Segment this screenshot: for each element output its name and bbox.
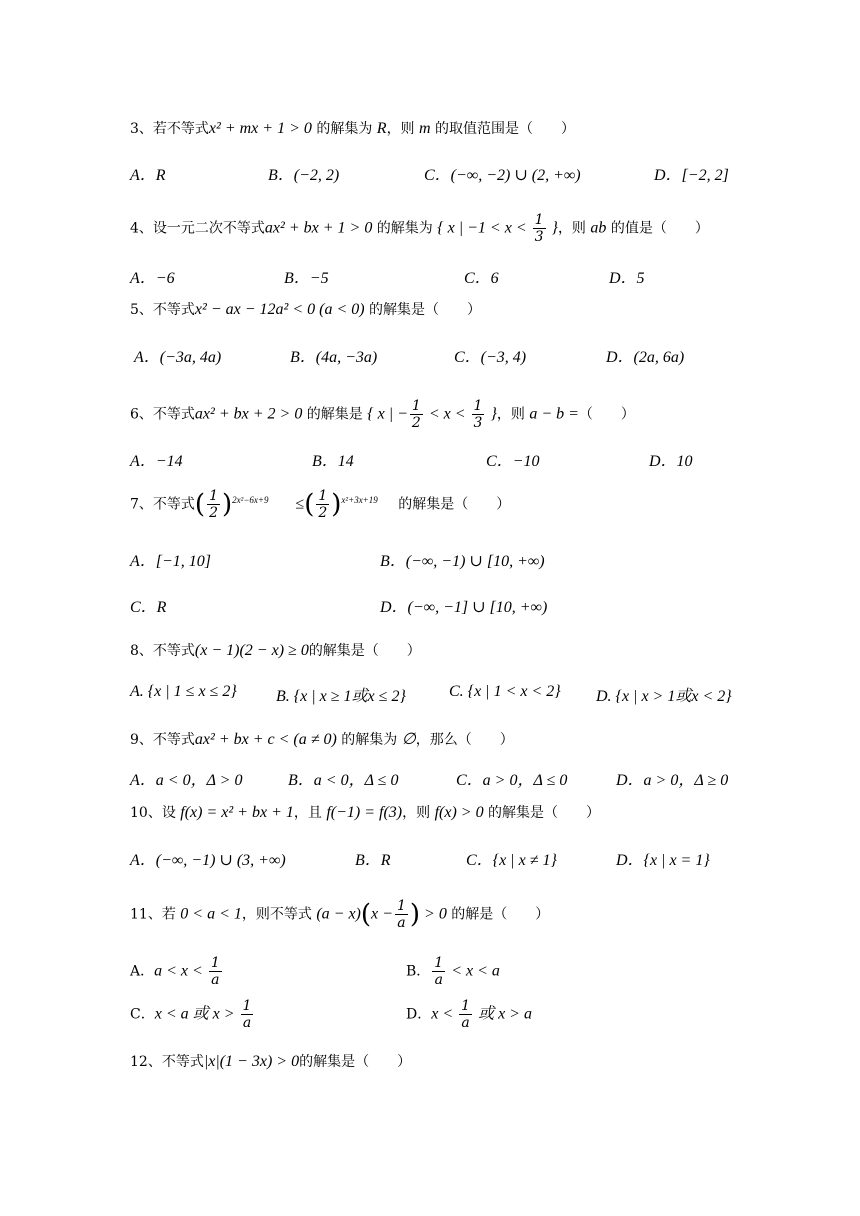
math-expr: x² − ax − 12a² < 0 (a < 0) [194, 301, 365, 318]
frac-den: 3 [473, 415, 483, 431]
fraction [410, 398, 423, 431]
math-expr: x − [371, 905, 393, 923]
option-c[interactable]: C. {x | 1 < x < 2} [449, 683, 561, 700]
question-text: ，则 [386, 121, 420, 137]
question-7 [130, 488, 510, 521]
math-expr: a − b = [529, 405, 579, 423]
option-a[interactable]: A．a < 0，Δ > 0 [130, 772, 243, 789]
question-text: 7、不等式 [130, 496, 195, 513]
math-expr: f(x) = x² + bx + 1 [180, 804, 294, 821]
math-expr: f(x) > 0 [434, 804, 484, 821]
fraction [395, 898, 408, 931]
option-a[interactable]: A．−6 [130, 270, 175, 287]
option-label: A． [130, 963, 155, 980]
question-text: 10、设 [130, 805, 181, 821]
math-expr: ab [590, 219, 607, 237]
math-expr: R [376, 120, 387, 137]
question-9 [130, 729, 514, 749]
set-expr: { x | −1 < x < [437, 219, 531, 237]
fraction [241, 998, 254, 1031]
math-expr: ∅ [401, 731, 416, 748]
frac-num: 1 [434, 955, 444, 971]
option-d[interactable]: D．10 [649, 453, 693, 470]
option-label: C． [130, 1006, 155, 1023]
question-text: ，且 [293, 805, 327, 821]
math-expr: x² + mx + 1 > 0 [208, 120, 312, 137]
frac-den: a [434, 972, 443, 988]
fraction [533, 212, 546, 245]
math-expr: ax² + bx + 2 > 0 [194, 405, 303, 423]
option-a[interactable]: A．[−1, 10] [130, 553, 212, 570]
option-c[interactable]: C．a > 0，Δ ≤ 0 [456, 772, 568, 789]
math-expr: ax² + bx + 1 > 0 [264, 219, 373, 237]
question-text: 的解集为 [311, 121, 377, 137]
option-b[interactable]: B．(−∞, −1) ∪ [10, +∞) [380, 553, 545, 570]
question-text: 的值是（ ） [606, 220, 709, 237]
math-expr: |x|(1 − 3x) > 0 [203, 1053, 300, 1070]
question-text: 12、不等式 [130, 1054, 204, 1070]
frac-den: 3 [534, 229, 544, 245]
question-text: 11、若 [130, 906, 181, 923]
frac-den: a [397, 915, 406, 931]
option-b[interactable]: B．(−2, 2) [268, 167, 340, 184]
option-c[interactable] [130, 998, 255, 1031]
option-d[interactable]: D．(−∞, −1] ∪ [10, +∞) [380, 599, 548, 616]
question-4 [130, 212, 709, 245]
question-text: 4、设一元二次不等式 [130, 220, 265, 237]
frac-den: a [242, 1015, 252, 1031]
question-text: 的解集是（ ） [308, 643, 421, 659]
option-a[interactable] [130, 955, 224, 988]
math-expr: < x < a [447, 962, 500, 980]
option-b[interactable] [406, 955, 500, 988]
option-d[interactable] [406, 998, 532, 1031]
math-expr: > 0 [420, 905, 447, 923]
question-text: ，则 [557, 220, 591, 237]
math-expr: a < x < [154, 962, 207, 980]
paren-right: ) [409, 899, 421, 930]
question-12 [130, 1051, 411, 1071]
option-c[interactable]: C．−10 [486, 453, 540, 470]
fraction [432, 955, 445, 988]
option-d[interactable]: D．(2a, 6a) [606, 349, 685, 366]
option-d[interactable]: D．{x | x = 1} [616, 852, 710, 869]
frac-den: a [211, 972, 220, 988]
question-text: ，则 [402, 805, 435, 821]
math-expr: f(−1) = f(3) [326, 804, 403, 821]
frac-num: 1 [210, 955, 220, 971]
question-text: 6、不等式 [130, 406, 195, 423]
option-b[interactable]: B. {x | x ≥ 1或x ≤ 2} [276, 688, 406, 705]
frac-den: 2 [411, 415, 421, 431]
question-text: 的解集为 [336, 732, 402, 748]
option-a[interactable]: A．(−∞, −1) ∪ (3, +∞) [130, 852, 286, 869]
option-b[interactable]: B．14 [312, 453, 354, 470]
option-label: D． [406, 1006, 432, 1023]
question-text: 3、若不等式 [130, 121, 209, 137]
exponent: 2x²−6x+9 [232, 494, 269, 505]
paren-right: ) [222, 489, 233, 520]
math-expr: ax² + bx + c < (a ≠ 0) [194, 731, 337, 748]
question-text: 的解集是（ ） [299, 1054, 412, 1070]
math-expr: 或 x > a [474, 1005, 532, 1023]
paren-right: ) [331, 489, 342, 520]
frac-num: 1 [396, 898, 406, 914]
math-expr: (a − x) [316, 905, 361, 923]
question-text: ，那么（ ） [415, 732, 514, 748]
question-text: ，则 [496, 406, 530, 423]
question-8 [130, 640, 421, 660]
math-expr: x < a 或 x > [154, 1005, 239, 1023]
option-d[interactable]: D．5 [609, 270, 645, 287]
exponent: x²+3x+19 [341, 494, 378, 505]
leq-symbol: ≤ [295, 495, 305, 513]
frac-num: 1 [534, 212, 544, 228]
option-c[interactable]: C．R [130, 599, 167, 616]
question-text: 的解是（ ） [446, 906, 550, 923]
option-d[interactable]: D．a > 0，Δ ≥ 0 [616, 772, 729, 789]
option-c[interactable]: C．6 [464, 270, 499, 287]
paren-left: ( [194, 489, 206, 520]
frac-den: 2 [318, 505, 328, 521]
math-expr: (x − 1)(2 − x) ≥ 0 [194, 642, 309, 659]
math-expr: m [419, 120, 431, 137]
set-expr: } [547, 219, 558, 237]
fraction [209, 955, 222, 988]
option-b[interactable]: B．(4a, −3a) [290, 349, 378, 366]
question-text: 的解集是（ ） [364, 302, 482, 318]
set-expr: } [486, 405, 497, 423]
paren-left: ( [360, 899, 372, 930]
set-expr: < x < [424, 405, 470, 423]
question-3 [130, 118, 575, 138]
question-11 [130, 898, 549, 931]
frac-num: 1 [318, 488, 328, 504]
frac-den: 2 [209, 505, 218, 521]
question-text: 8、不等式 [130, 643, 195, 659]
option-c[interactable]: C．(−∞, −2) ∪ (2, +∞) [424, 167, 581, 184]
option-a[interactable]: A．R [130, 167, 166, 184]
math-expr: x < [431, 1005, 458, 1023]
question-text: 的解集为 [372, 220, 438, 237]
option-d[interactable]: D. {x | x > 1或x < 2} [596, 688, 732, 705]
question-text: 5、不等式 [130, 302, 195, 318]
option-c[interactable]: C．{x | x ≠ 1} [466, 852, 557, 869]
question-text: 的解集是 [302, 406, 368, 423]
question-text: 的解集是（ ） [483, 805, 601, 821]
frac-den: a [461, 1015, 470, 1031]
option-b[interactable]: B．−5 [284, 270, 329, 287]
question-text: 9、不等式 [130, 732, 195, 748]
question-6 [130, 398, 635, 431]
frac-num: 1 [411, 398, 421, 414]
math-expr: 0 < a < 1 [180, 905, 242, 923]
option-a[interactable]: A．−14 [130, 453, 183, 470]
frac-num: 1 [461, 998, 471, 1014]
option-d[interactable]: D．[−2, 2] [654, 167, 729, 184]
question-text: ，则不等式 [241, 906, 317, 923]
option-b[interactable]: B．a < 0，Δ ≤ 0 [288, 772, 399, 789]
frac-num: 1 [209, 488, 218, 504]
paren-left: ( [304, 489, 315, 520]
fraction [459, 998, 472, 1031]
question-text: 的解集是（ ） [398, 496, 511, 513]
option-c[interactable]: C．(−3, 4) [454, 349, 527, 366]
question-5 [130, 299, 481, 319]
frac-num: 1 [242, 998, 252, 1014]
fraction [207, 488, 220, 521]
frac-num: 1 [473, 398, 483, 414]
fraction [472, 398, 485, 431]
option-b[interactable]: B．R [355, 852, 391, 869]
question-10 [130, 802, 600, 822]
option-a[interactable]: A. {x | 1 ≤ x ≤ 2} [130, 683, 237, 700]
fraction [316, 488, 329, 521]
set-expr: { x | − [367, 405, 408, 423]
question-text: 的取值范围是（ ） [430, 121, 576, 137]
option-a[interactable]: A．(−3a, 4a) [134, 349, 222, 366]
option-label: B． [406, 963, 431, 980]
question-text: （ ） [578, 406, 635, 423]
